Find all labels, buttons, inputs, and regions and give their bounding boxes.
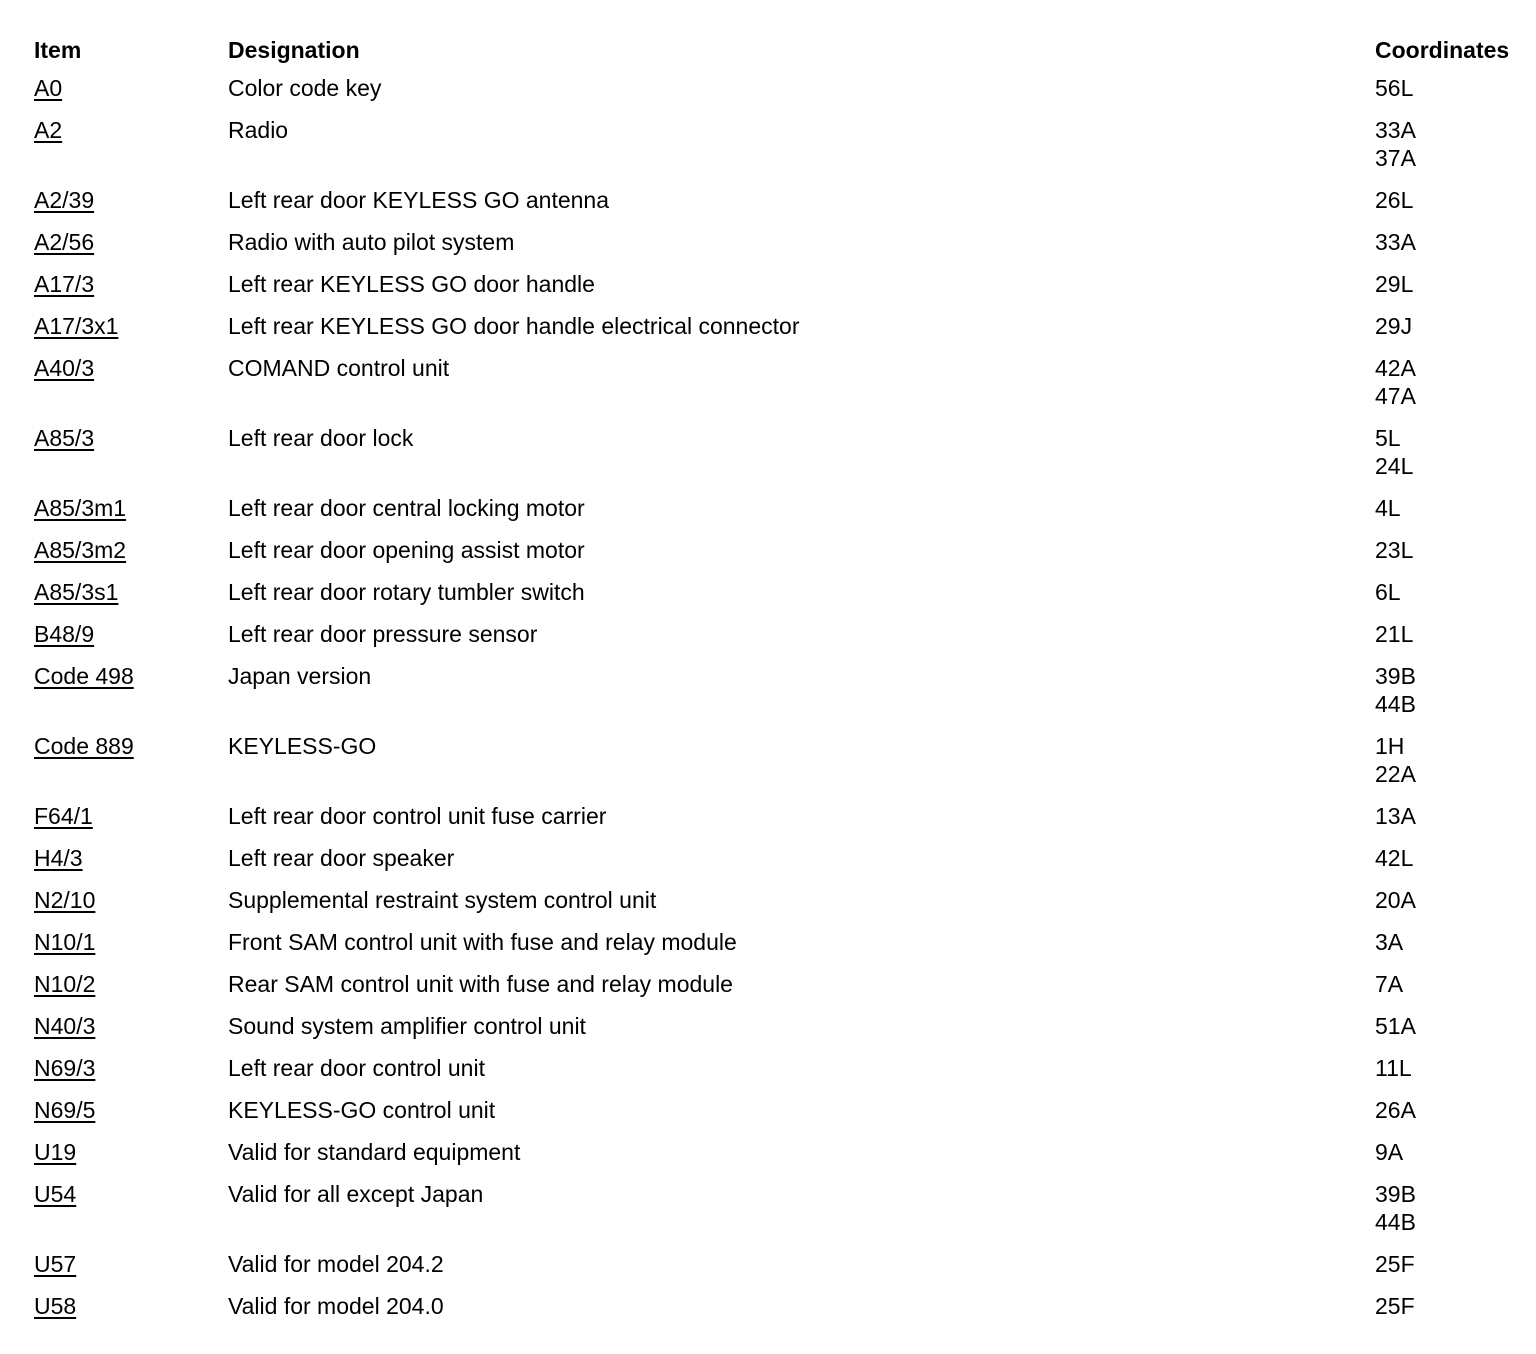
table-row bbox=[34, 802, 1534, 838]
item-link[interactable]: A17/3x1 bbox=[34, 313, 119, 339]
coordinates-cell bbox=[1375, 1180, 1416, 1236]
coordinate-value: 13A bbox=[1375, 803, 1416, 829]
table-row bbox=[34, 886, 1534, 922]
coordinate-value: 22A bbox=[1375, 761, 1416, 787]
coordinates-cell bbox=[1375, 662, 1416, 718]
table-row bbox=[34, 1054, 1534, 1090]
designation-text: Left rear door control unit fuse carrier bbox=[228, 803, 607, 829]
designation-text: Left rear KEYLESS GO door handle electrical connector bbox=[228, 313, 800, 339]
table-row bbox=[34, 620, 1534, 656]
coordinate-value: 44B bbox=[1375, 1209, 1416, 1235]
coordinate-value: 26A bbox=[1375, 1097, 1416, 1123]
table-row bbox=[34, 1012, 1534, 1048]
designation-text: Radio bbox=[228, 117, 289, 143]
table-row bbox=[34, 74, 1534, 110]
coordinates-cell bbox=[1375, 578, 1401, 606]
item-link[interactable]: U58 bbox=[34, 1293, 77, 1319]
table-row bbox=[34, 578, 1534, 614]
table-body bbox=[34, 74, 1534, 1328]
coordinates-cell bbox=[1375, 1292, 1415, 1320]
table-row bbox=[34, 228, 1534, 264]
designation-text: Valid for standard equipment bbox=[228, 1139, 521, 1165]
coordinate-value: 39B bbox=[1375, 663, 1416, 689]
item-link[interactable]: N10/2 bbox=[34, 971, 96, 997]
coordinate-value: 6L bbox=[1375, 579, 1401, 605]
coordinates-cell bbox=[1375, 1054, 1412, 1082]
table-row bbox=[34, 270, 1534, 306]
designation-text: Left rear door lock bbox=[228, 425, 414, 451]
coordinate-value: 5L bbox=[1375, 425, 1401, 451]
designation-text: COMAND control unit bbox=[228, 355, 450, 381]
coordinates-cell bbox=[1375, 970, 1403, 998]
designation-text: Sound system amplifier control unit bbox=[228, 1013, 586, 1039]
table-row bbox=[34, 928, 1534, 964]
table-row bbox=[34, 186, 1534, 222]
table-row bbox=[34, 536, 1534, 572]
coordinate-value: 21L bbox=[1375, 621, 1414, 647]
item-link[interactable]: A0 bbox=[34, 75, 63, 101]
item-link[interactable]: N69/5 bbox=[34, 1097, 96, 1123]
coordinate-value: 56L bbox=[1375, 75, 1414, 101]
coordinate-value: 42L bbox=[1375, 845, 1414, 871]
table-row bbox=[34, 1096, 1534, 1132]
item-link[interactable]: A85/3m2 bbox=[34, 537, 127, 563]
item-link[interactable]: A2 bbox=[34, 117, 63, 143]
item-link[interactable]: Code 498 bbox=[34, 663, 134, 689]
designation-text: Front SAM control unit with fuse and relay module bbox=[228, 929, 737, 955]
coordinate-value: 20A bbox=[1375, 887, 1416, 913]
coordinate-value: 47A bbox=[1375, 383, 1416, 409]
table-row bbox=[34, 494, 1534, 530]
designation-text: Japan version bbox=[228, 663, 372, 689]
header-item: Item bbox=[34, 37, 82, 63]
coordinate-value: 25F bbox=[1375, 1251, 1415, 1277]
coordinate-value: 44B bbox=[1375, 691, 1416, 717]
item-link[interactable]: N10/1 bbox=[34, 929, 96, 955]
coordinates-cell bbox=[1375, 928, 1403, 956]
item-link[interactable]: A2/56 bbox=[34, 229, 95, 255]
designation-text: Color code key bbox=[228, 75, 382, 101]
designation-text: Supplemental restraint system control unit bbox=[228, 887, 657, 913]
coordinates-cell bbox=[1375, 620, 1413, 648]
coordinates-cell bbox=[1375, 1012, 1416, 1040]
item-link[interactable]: B48/9 bbox=[34, 621, 95, 647]
table-row bbox=[34, 732, 1534, 796]
table-row bbox=[34, 354, 1534, 418]
designation-text: Left rear door speaker bbox=[228, 845, 455, 871]
item-link[interactable]: A85/3 bbox=[34, 425, 95, 451]
coordinates-cell bbox=[1375, 732, 1416, 788]
coordinate-value: 51A bbox=[1375, 1013, 1416, 1039]
designation-text: KEYLESS-GO control unit bbox=[228, 1097, 496, 1123]
table-row bbox=[34, 1250, 1534, 1286]
coordinates-cell bbox=[1375, 844, 1413, 872]
coordinate-value: 29L bbox=[1375, 271, 1414, 297]
table-row bbox=[34, 424, 1534, 488]
coordinate-value: 42A bbox=[1375, 355, 1416, 381]
coordinates-cell bbox=[1375, 494, 1401, 522]
designation-text: Left rear door central locking motor bbox=[228, 495, 585, 521]
coordinate-value: 29J bbox=[1375, 313, 1413, 339]
designation-text: Left rear door rotary tumbler switch bbox=[228, 579, 585, 605]
table-row bbox=[34, 312, 1534, 348]
item-link[interactable]: N2/10 bbox=[34, 887, 96, 913]
coordinate-value: 3A bbox=[1375, 929, 1404, 955]
coordinates-cell bbox=[1375, 228, 1416, 256]
coordinates-cell bbox=[1375, 270, 1413, 298]
designation-text: Left rear door pressure sensor bbox=[228, 621, 538, 647]
coordinate-value: 26L bbox=[1375, 187, 1414, 213]
item-link[interactable]: U19 bbox=[34, 1139, 77, 1165]
item-link[interactable]: N40/3 bbox=[34, 1013, 96, 1039]
coordinate-value: 9A bbox=[1375, 1139, 1404, 1165]
coordinate-value: 1H bbox=[1375, 733, 1405, 759]
item-link[interactable]: U57 bbox=[34, 1251, 77, 1277]
coordinate-value: 39B bbox=[1375, 1181, 1416, 1207]
coordinates-cell bbox=[1375, 424, 1413, 480]
coordinates-cell bbox=[1375, 1096, 1416, 1124]
item-link[interactable]: F64/1 bbox=[34, 803, 93, 829]
coordinate-value: 33A bbox=[1375, 229, 1416, 255]
item-link[interactable]: A40/3 bbox=[34, 355, 95, 381]
coordinates-cell bbox=[1375, 186, 1413, 214]
coordinate-value: 33A bbox=[1375, 117, 1416, 143]
coordinates-cell bbox=[1375, 312, 1412, 340]
table-row bbox=[34, 1180, 1534, 1244]
header-designation: Designation bbox=[228, 37, 360, 63]
coordinates-cell bbox=[1375, 802, 1416, 830]
table-row bbox=[34, 970, 1534, 1006]
coordinate-value: 24L bbox=[1375, 453, 1414, 479]
table-row bbox=[34, 116, 1534, 180]
table-header bbox=[34, 32, 1534, 68]
coordinate-value: 11L bbox=[1375, 1055, 1412, 1081]
designation-text: Left rear door control unit bbox=[228, 1055, 485, 1081]
designation-text: Left rear KEYLESS GO door handle bbox=[228, 271, 595, 297]
table-row bbox=[34, 1292, 1534, 1328]
coordinates-cell bbox=[1375, 1138, 1403, 1166]
item-link[interactable]: Code 889 bbox=[34, 733, 134, 759]
coordinates-cell bbox=[1375, 354, 1416, 410]
item-link[interactable]: A2/39 bbox=[34, 187, 95, 213]
table-row bbox=[34, 662, 1534, 726]
coordinate-value: 4L bbox=[1375, 495, 1401, 521]
designation-text: Valid for all except Japan bbox=[228, 1181, 484, 1207]
coordinates-cell bbox=[1375, 536, 1413, 564]
designation-text: Valid for model 204.2 bbox=[228, 1251, 444, 1277]
coordinate-value: 23L bbox=[1375, 537, 1414, 563]
coordinates-cell bbox=[1375, 1250, 1415, 1278]
designation-text: Valid for model 204.0 bbox=[228, 1293, 444, 1319]
item-link[interactable]: A85/3s1 bbox=[34, 579, 119, 605]
designation-text: Left rear door KEYLESS GO antenna bbox=[228, 187, 610, 213]
coordinate-value: 7A bbox=[1375, 971, 1404, 997]
designation-text: KEYLESS-GO bbox=[228, 733, 377, 759]
item-link[interactable]: A17/3 bbox=[34, 271, 95, 297]
header-coordinates: Coordinates bbox=[1375, 37, 1510, 63]
item-link[interactable]: A85/3m1 bbox=[34, 495, 127, 521]
designation-text: Rear SAM control unit with fuse and relay module bbox=[228, 971, 733, 997]
legend-table bbox=[34, 32, 1534, 1328]
coordinates-cell bbox=[1375, 116, 1416, 172]
item-link[interactable]: U54 bbox=[34, 1181, 77, 1207]
item-link[interactable]: H4/3 bbox=[34, 845, 83, 871]
designation-text: Radio with auto pilot system bbox=[228, 229, 515, 255]
table-row bbox=[34, 844, 1534, 880]
coordinate-value: 37A bbox=[1375, 145, 1416, 171]
designation-text: Left rear door opening assist motor bbox=[228, 537, 585, 563]
item-link[interactable]: N69/3 bbox=[34, 1055, 96, 1081]
table-row bbox=[34, 1138, 1534, 1174]
coordinates-cell bbox=[1375, 886, 1416, 914]
coordinate-value: 25F bbox=[1375, 1293, 1415, 1319]
coordinates-cell bbox=[1375, 74, 1413, 102]
